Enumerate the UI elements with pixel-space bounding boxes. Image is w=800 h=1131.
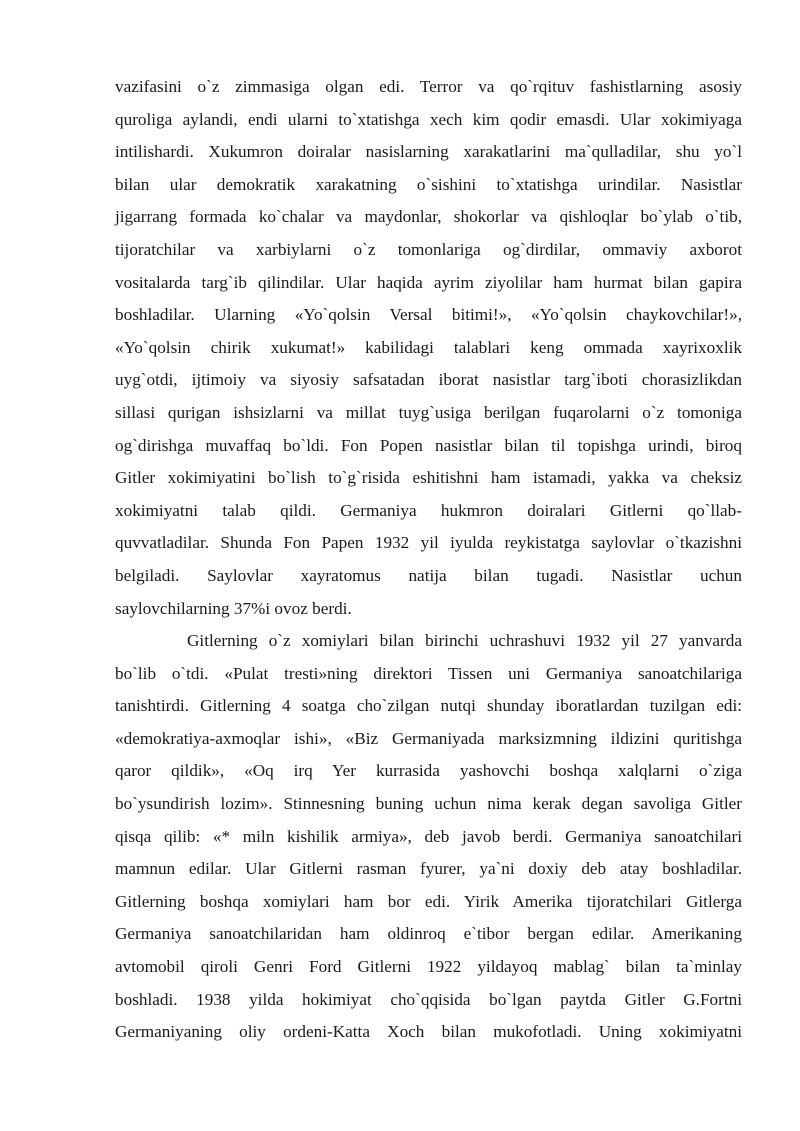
- text-line: quroliga aylandi, endi ularni to`xtatishga xech kim qodir emasdi. Ular xokimiyaga: [115, 109, 742, 129]
- text-line: mamnun edilar. Ular Gitlerni rasman fyurer, ya`ni doxiy deb atay boshladilar.: [115, 859, 742, 879]
- text-line: Gitler xokimiyatini bo`lish to`g`risida eshitishni ham istamadi, yakka va cheksiz: [115, 468, 742, 488]
- text-line: vazifasini o`z zimmasiga olgan edi. Terror va qo`rqituv fashistlarning asosiy: [115, 77, 742, 96]
- text-line: bilan ular demokratik xarakatning o`sishini to`xtatishga urindilar. Nasistlar: [115, 174, 742, 194]
- text-line: vositalarda targ`ib qilindilar. Ular haqida ayrim ziyolilar ham hurmat bilan gapira: [115, 272, 742, 292]
- paragraph-end-line: saylovchilarning 37%i ovoz berdi.: [115, 598, 352, 618]
- text-line: quvvatladilar. Shunda Fon Papen 1932 yil iyulda reykistatga saylovlar o`tkazishni: [115, 533, 742, 553]
- text-line: qisqa qilib: «* miln kishilik armiya», deb javob berdi. Germaniya sanoatchilari: [115, 826, 742, 846]
- text-line: boshladi. 1938 yilda hokimiyat cho`qqisida bo`lgan paytda Gitler G.Fortni: [115, 989, 742, 1009]
- text-line: xokimiyatni talab qildi. Germaniya hukmron doiralari Gitlerni qo`llab-: [115, 500, 742, 520]
- text-line: tanishtirdi. Gitlerning 4 soatga cho`zilgan nutqi shunday iboratlardan tuzilgan edi:: [115, 696, 742, 716]
- text-line: jigarrang formada ko`chalar va maydonlar, shokorlar va qishloqlar bo`ylab o`tib,: [115, 207, 742, 227]
- paragraph-first-line: Gitlerning o`z xomiylari bilan birinchi uchrashuvi 1932 yil 27 yanvarda: [187, 631, 742, 651]
- text-line: intilishardi. Xukumron doiralar nasislarning xarakatlarini ma`qulladilar, shu yo`l: [115, 142, 742, 162]
- body-text: [115, 71, 742, 1049]
- text-line: boshladilar. Ularning «Yo`qolsin Versal bitimi!», «Yo`qolsin chaykovchilar!»,: [115, 305, 742, 325]
- text-line: «demokratiya-axmoqlar ishi», «Biz Germaniyada marksizmning ildizini quritishga: [115, 728, 742, 748]
- text-line: bo`ysundirish lozim». Stinnesning buning uchun nima kerak degan savoliga Gitler: [115, 794, 742, 814]
- text-line: avtomobil qiroli Genri Ford Gitlerni 1922 yildayoq mablag` bilan ta`minlay: [115, 957, 742, 977]
- text-line: Germaniya sanoatchilaridan ham oldinroq e`tibor bergan edilar. Amerikaning: [115, 924, 742, 944]
- text-line: og`dirishga muvaffaq bo`ldi. Fon Popen nasistlar bilan til topishga urindi, biroq: [115, 435, 742, 455]
- text-line: uyg`otdi, ijtimoiy va siyosiy safsatadan iborat nasistlar targ`iboti chorasizlikdan: [115, 370, 742, 390]
- text-line: Gitlerning boshqa xomiylari ham bor edi. Yirik Amerika tijoratchilari Gitlerga: [115, 891, 742, 911]
- text-line: belgiladi. Saylovlar xayratomus natija bilan tugadi. Nasistlar uchun: [115, 565, 742, 585]
- text-line: sillasi qurigan ishsizlarni va millat tuyg`usiga berilgan fuqarolarni o`z tomoniga: [115, 402, 742, 422]
- text-line: «Yo`qolsin chirik xukumat!» kabilidagi talablari keng ommada xayrixoxlik: [115, 337, 742, 357]
- text-line: qaror qildik», «Oq irq Yer kurrasida yashovchi boshqa xalqlarni o`ziga: [115, 761, 742, 781]
- text-line: Germaniyaning oliy ordeni-Katta Xoch bilan mukofotladi. Uning xokimiyatni: [115, 1022, 742, 1042]
- text-line: bo`lib o`tdi. «Pulat tresti»ning direktori Tissen uni Germaniya sanoatchilariga: [115, 663, 742, 683]
- text-line: tijoratchilar va xarbiylarni o`z tomonlariga og`dirdilar, ommaviy axborot: [115, 239, 742, 259]
